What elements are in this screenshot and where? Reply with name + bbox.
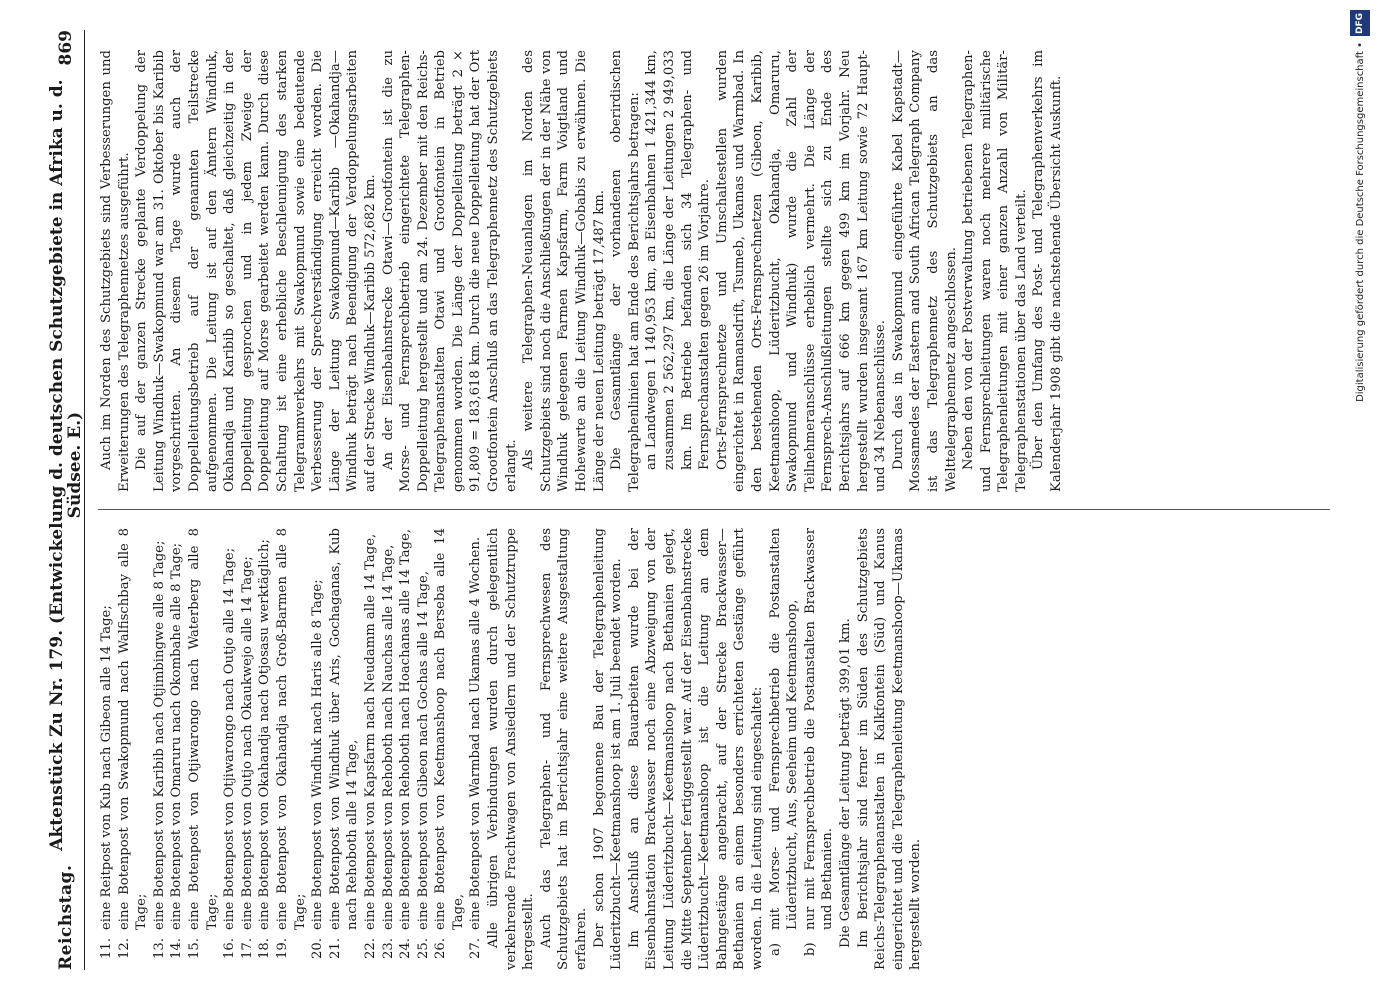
item-number: 14. (169, 938, 185, 959)
list-item (415, 528, 433, 970)
list-item (98, 528, 116, 970)
item-number: 23. (380, 938, 396, 959)
sub-list-item (767, 528, 802, 970)
list-item (151, 528, 169, 970)
paragraph: Die auf der ganzen Strecke geplante Verdoppelung der Leitung Windhuk—Swakopmund war am 31. Oktober bis Karibib vorgeschritten. An diesem Tage wurde auch der Doppelleitungsbetrieb auf der genannten Teilstrecke aufgenommen. Die Leitung ist auf den Ämtern Windhuk, Okahandja und Karibib so geschaltet, daß gleichzeitig in der Doppelleitung gesprochen und in jedem Zweige der Doppelleitung auf Morse gearbeitet werden kann. Durch diese Schaltung ist eine erhebliche Beschleunigung des starken Telegrammverkehrs mit Swakopmund sowie eine bedeutende Verbesserung der Sprechverständigung erreicht worden. Die Länge der Leitung Swakopmund—Karibib —Okahandja—Windhuk beträgt nach Beendigung der Verdoppelungsarbeiten auf der Strecke Windhuk—Karibib 572,682 km. (134, 50, 378, 492)
paragraph: Über den Umfang des Post- und Telegraphenverkehrs im Kalenderjahr 1908 gibt die nachstehende Übersicht Auskunft. (1031, 50, 1065, 492)
page-number: 869 (56, 30, 77, 66)
running-header (47, 30, 85, 970)
item-number: 13. (151, 938, 167, 959)
item-text: eine Botenpost von Okahandja nach Groß-Barmen alle 8 Tage; (274, 528, 308, 930)
list-item (274, 528, 309, 970)
paragraph: Als weitere Telegraphen-Neuanlagen im Norden des Schutzgebiets sind noch die Anschließungen der in der Nähe von Windhuk gelegenen Farmen Kapsfarm, Farm Voigtland und Hohewarte an die Leitung Windhuk—Gobabis zu erwähnen. Die Länge der neuen Leitung beträgt 17,487 km. (521, 50, 607, 492)
sub-list (767, 528, 837, 970)
item-number: b) (802, 942, 818, 956)
credit-text: Digitalisierung gefördert durch die Deutsche Forschungsgemeinschaft • (1354, 42, 1366, 402)
paragraph: Durch das in Swakopmund eingeführte Kabel Kapstadt—Mossamedes der Eastern and South African Telegraph Company ist das Telegraphennetz des Schutzgebiets an das Welttelegraphennetz angeschlossen. (890, 50, 959, 492)
numbered-list (98, 528, 485, 970)
item-text: mit Morse- und Fernsprechbetrieb die Postanstalten Lüderitzbucht, Aus, Seeheim und Keetmanshoop, (767, 528, 801, 930)
statistics-text: an Landwegen 1 140,953 km, an Eisenbahnen 1 421,344 km, zusammen 2 562,297 km, die Länge der Leitungen 2 949,033 km. Im Betriebe befanden sich 34 Telegraphen- und Fernsprechanstalten gegen 26 im Vorjahre. (644, 50, 713, 470)
list-item (239, 528, 257, 970)
left-paragraphs (485, 528, 767, 970)
item-number: 17. (239, 938, 255, 959)
item-text: eine Botenpost von Warmbad nach Ukamas alle 4 Wochen. (468, 536, 484, 930)
digitization-credit (1347, 10, 1373, 700)
item-number: 21. (327, 938, 343, 959)
item-text: eine Botenpost von Outjo nach Okaukwejo alle 14 Tage; (239, 556, 255, 930)
item-number: 22. (362, 938, 378, 959)
list-item (186, 528, 221, 970)
item-text: eine Botenpost von Rehoboth nach Hoachanas alle 14 Tage, (398, 528, 414, 930)
list-item (397, 528, 415, 970)
list-item (362, 528, 380, 970)
list-item (221, 528, 239, 970)
list-item (327, 528, 362, 970)
right-column (98, 50, 1340, 492)
item-text: eine Botenpost von Kapsfarm nach Neudamm alle 14 Tage, (362, 533, 378, 930)
header-left: Reichstag. (56, 864, 77, 970)
list-item (116, 528, 151, 970)
column-divider (98, 509, 1330, 510)
item-text: eine Botenpost von Rehoboth nach Nauchas alle 14 Tage, (380, 544, 396, 930)
list-item (309, 528, 327, 970)
item-number: a) (767, 942, 783, 956)
item-number: 24. (398, 938, 414, 959)
item-number: 19. (274, 938, 290, 959)
document-page (47, 30, 1340, 970)
item-number: 20. (310, 938, 326, 959)
paragraph: Im Anschluß an diese Bauarbeiten wurde bei der Eisenbahnstation Brackwasser noch eine Abzweigung von der Leitung Lüderitzbucht—Keetmanshoop nach Bethanien gelegt, die Mitte September fertiggestellt war. Auf der Eisenbahnstrecke Lüderitzbucht—Keetmanshoop ist die Leitung an dem Bahngestänge angebracht, auf der Strecke Brackwasser—Bethanien an einem besonders errichteten Gestänge geführt worden. In die Leitung sind eingeschaltet: (626, 528, 765, 970)
sub-list-item (802, 528, 837, 970)
paragraph: Die Gesamtlänge der Leitung beträgt 399,01 km. (837, 618, 853, 948)
list-item (380, 528, 398, 970)
statistics-block (643, 50, 713, 492)
paragraph: An der Eisenbahnstrecke Otawi—Grootfontein ist die zu Morse- und Fernsprechbetrieb eingerichtete Telegraphen-Doppelleitung hergestellt und am 24. Dezember mit den Reichs-Telegraphenanstalten Otawi und Grootfontein in Betrieb genommen worden. Die Länge der Doppelleitung beträgt 2 × 91,809 = 183,618 km. Durch die neue Doppelleitung hat der Ort Grootfontein Anschluß an das Telegraphennetz des Schutzgebiets erlangt. (380, 50, 519, 492)
item-number: 11. (99, 938, 114, 959)
paragraph: Auch im Norden des Schutzgebiets sind Verbesserungen und Erweiterungen des Telegraphennetzes ausgeführt. (99, 50, 132, 492)
item-number: 18. (257, 938, 273, 959)
left-column (98, 528, 1340, 970)
list-item (467, 528, 485, 970)
right-paragraphs (98, 50, 643, 492)
right-paragraphs-2 (714, 50, 1066, 492)
paragraph: Neben den von der Postverwaltung betriebenen Telegraphen- und Fernsprechleitungen waren noch mehrere militärische Telegraphenleitungen mit einer ganzen Anzahl von Militär-Telegraphenstationen über das Land verteilt. (961, 50, 1029, 492)
item-text: eine Botenpost von Okahandja nach Otjosasu werktäglich; (257, 539, 273, 930)
item-number: 26. (433, 938, 449, 959)
item-text: nur mit Fernsprechbetrieb die Postanstalten Brackwasser und Bethanien. (802, 528, 836, 930)
item-number: 27. (468, 938, 484, 959)
dfg-logo: DFG (1350, 10, 1370, 36)
left-closing (837, 528, 925, 970)
paragraph: Die Gesamtlänge der vorhandenen oberirdischen Telegraphenlinien hat am Ende des Berichtsjahrs betragen: (609, 50, 642, 492)
item-text: eine Botenpost von Gibeon nach Gochas alle 14 Tage, (415, 570, 431, 930)
item-text: eine Botenpost von Keetmanshoop nach Berseba alle 14 Tage, (433, 528, 466, 930)
header-title: Aktenstück Zu Nr. 179. (Entwickelung d. deutschen Schutzgebiete in Afrika u. d. Südsee. E.) (47, 79, 85, 851)
paragraph: Auch das Telegraphen- und Fernsprechwesen des Schutzgebiets hat im Berichtsjahr eine weitere Ausgestaltung erfahren. (538, 528, 590, 970)
item-number: 25. (415, 938, 431, 959)
list-item (168, 528, 186, 970)
item-text: eine Botenpost von Karibib nach Otjimbingwe alle 8 Tage; (151, 540, 167, 930)
list-item (256, 528, 274, 970)
item-text: eine Botenpost von Swakopmund nach Walfischbay alle 8 Tage; (116, 528, 150, 930)
item-number: 15. (186, 938, 202, 959)
paragraph: Im Berichtsjahr sind ferner im Süden des Schutzgebiets Reichs-Telegraphenanstalten in Kalkfontein (Süd) und Kanus eingerichtet und die Telegraphenleitung Keetmanshoop—Ukamas hergestellt worden. (855, 528, 924, 970)
paragraph: Der schon 1907 begonnene Bau der Telegraphenleitung Lüderitzbucht—Keetmanshoop ist am 1. Juli beendet worden. (591, 528, 625, 970)
item-text: eine Botenpost von Windhuk nach Haris alle 8 Tage; (310, 579, 326, 930)
paragraph: Alle übrigen Verbindungen wurden durch gelegentlich verkehrende Frachtwagen von Ansiedlern und der Schutztruppe hergestellt. (486, 528, 537, 970)
list-item (432, 528, 467, 970)
item-text: eine Reitpost von Kub nach Gibeon alle 14 Tage; (99, 605, 114, 930)
item-number: 16. (222, 938, 238, 959)
item-text: eine Botenpost von Omaruru nach Okombahe alle 8 Tage; (169, 542, 185, 930)
item-text: eine Botenpost von Windhuk über Aris, Gochaganas, Kub nach Rehoboth alle 14 Tage, (327, 528, 361, 930)
item-text: eine Botenpost von Otjiwarongo nach Waterberg alle 8 Tage; (186, 528, 220, 930)
paragraph: Orts-Fernsprechnetze und Umschaltestellen wurden eingerichtet in Ramansdrift, Tsumeb, Ukamas und Warmbad. In den bestehenden Orts-Fernsprechnetzen (Gibeon, Karibib, Keetmanshoop, Lüderitzbucht, Okahandja, Omaruru, Swakopmund und Windhuk) wurde die Zahl der Teilnehmeranschlüsse erheblich vermehrt. Die Länge der Fernsprech-Anschlußleitungen stellte sich zu Ende des Berichtsjahrs auf 666 km gegen 499 km im Vorjahr. Neu hergestellt wurden insgesamt 167 km Leitung sowie 72 Haupt- und 34 Nebenanschlüsse. (714, 50, 889, 492)
item-number: 12. (116, 938, 132, 959)
item-text: eine Botenpost von Otjiwarongo nach Outjo alle 14 Tage; (222, 547, 238, 930)
